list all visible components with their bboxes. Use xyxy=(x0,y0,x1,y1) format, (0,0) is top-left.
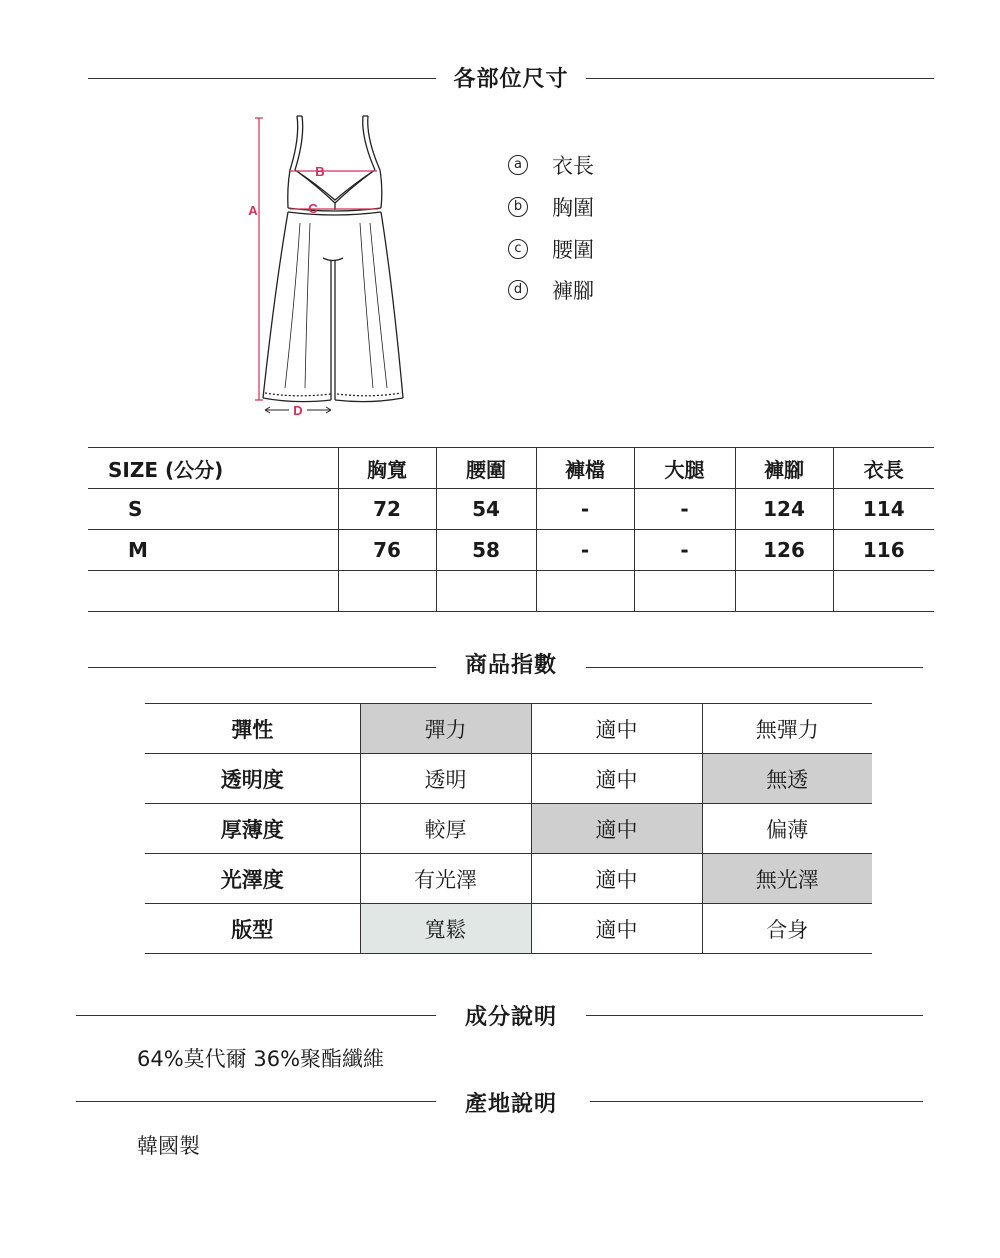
section-title-origin: 產地說明 xyxy=(464,1092,557,1117)
legend-label: 衣長 xyxy=(552,154,594,178)
size-cell xyxy=(735,571,833,612)
divider-left xyxy=(76,1015,436,1016)
index-option: 適中 xyxy=(531,904,702,954)
index-option: 無彈力 xyxy=(702,704,872,754)
divider-left xyxy=(88,78,436,79)
size-cell: 126 xyxy=(735,530,833,571)
size-table xyxy=(88,447,934,612)
divider-left xyxy=(76,1101,436,1102)
index-label: 彈性 xyxy=(145,704,360,754)
index-option: 透明 xyxy=(360,754,531,804)
index-option-selected: 無光澤 xyxy=(702,854,872,904)
size-cell xyxy=(634,571,735,612)
origin-text: 韓國製 xyxy=(137,1134,200,1158)
table-row xyxy=(145,704,872,754)
index-option: 較厚 xyxy=(360,804,531,854)
legend-label: 褲腳 xyxy=(552,279,594,303)
legend-label: 腰圍 xyxy=(552,238,594,262)
size-cell xyxy=(536,571,634,612)
table-row xyxy=(145,904,872,954)
size-cell xyxy=(88,571,338,612)
index-option-selected: 彈力 xyxy=(360,704,531,754)
legend-mark: c xyxy=(508,239,528,259)
index-option: 適中 xyxy=(531,754,702,804)
size-cell: 72 xyxy=(338,489,436,530)
table-row xyxy=(145,854,872,904)
size-header-cell: 褲檔 xyxy=(536,448,634,489)
size-cell xyxy=(833,571,934,612)
label-b: B xyxy=(315,164,325,179)
size-cell: 76 xyxy=(338,530,436,571)
size-cell: - xyxy=(536,530,634,571)
index-option-selected: 適中 xyxy=(531,804,702,854)
size-cell: - xyxy=(634,489,735,530)
table-row xyxy=(88,489,934,530)
size-cell: 114 xyxy=(833,489,934,530)
divider-right xyxy=(586,667,923,668)
legend-mark: b xyxy=(508,197,528,217)
size-cell: S xyxy=(88,489,338,530)
size-cell: - xyxy=(634,530,735,571)
divider-right xyxy=(586,78,934,79)
legend-mark: d xyxy=(508,280,528,300)
index-label: 版型 xyxy=(145,904,360,954)
size-header-cell: SIZE (公分) xyxy=(88,448,338,489)
size-header-cell: 大腿 xyxy=(634,448,735,489)
index-label: 透明度 xyxy=(145,754,360,804)
size-table-header xyxy=(88,448,934,489)
divider-right xyxy=(590,1101,923,1102)
legend-item-length xyxy=(508,150,594,180)
divider-left xyxy=(88,667,436,668)
size-cell: M xyxy=(88,530,338,571)
table-row xyxy=(88,571,934,612)
size-cell xyxy=(436,571,536,612)
size-cell: - xyxy=(536,489,634,530)
index-option-selected: 寬鬆 xyxy=(360,904,531,954)
index-option: 有光澤 xyxy=(360,854,531,904)
index-label: 光澤度 xyxy=(145,854,360,904)
index-option: 適中 xyxy=(531,704,702,754)
section-title-index: 商品指數 xyxy=(464,653,557,678)
index-option: 偏薄 xyxy=(702,804,872,854)
index-option: 適中 xyxy=(531,854,702,904)
size-cell: 54 xyxy=(436,489,536,530)
size-header-cell: 衣長 xyxy=(833,448,934,489)
legend-item-hem xyxy=(508,275,594,305)
label-d: D xyxy=(293,403,303,418)
section-title-material: 成分說明 xyxy=(464,1005,557,1030)
table-row xyxy=(88,530,934,571)
table-row xyxy=(145,754,872,804)
legend-mark: a xyxy=(508,155,528,175)
size-cell: 124 xyxy=(735,489,833,530)
legend-item-chest xyxy=(508,192,594,222)
size-cell xyxy=(338,571,436,612)
size-header-cell: 胸寬 xyxy=(338,448,436,489)
size-cell: 58 xyxy=(436,530,536,571)
index-table xyxy=(145,703,872,954)
section-title-measure: 各部位尺寸 xyxy=(453,67,569,92)
divider-right xyxy=(586,1015,923,1016)
label-c: C xyxy=(308,201,318,216)
index-label: 厚薄度 xyxy=(145,804,360,854)
legend-item-waist xyxy=(508,234,594,264)
table-row xyxy=(145,804,872,854)
index-option-selected: 無透 xyxy=(702,754,872,804)
garment-diagram xyxy=(245,108,420,423)
size-header-cell: 腰圍 xyxy=(436,448,536,489)
index-option: 合身 xyxy=(702,904,872,954)
legend-label: 胸圍 xyxy=(552,196,594,220)
label-a: A xyxy=(248,203,258,218)
size-cell: 116 xyxy=(833,530,934,571)
material-text: 64%莫代爾 36%聚酯纖維 xyxy=(137,1047,385,1071)
size-header-cell: 褲腳 xyxy=(735,448,833,489)
